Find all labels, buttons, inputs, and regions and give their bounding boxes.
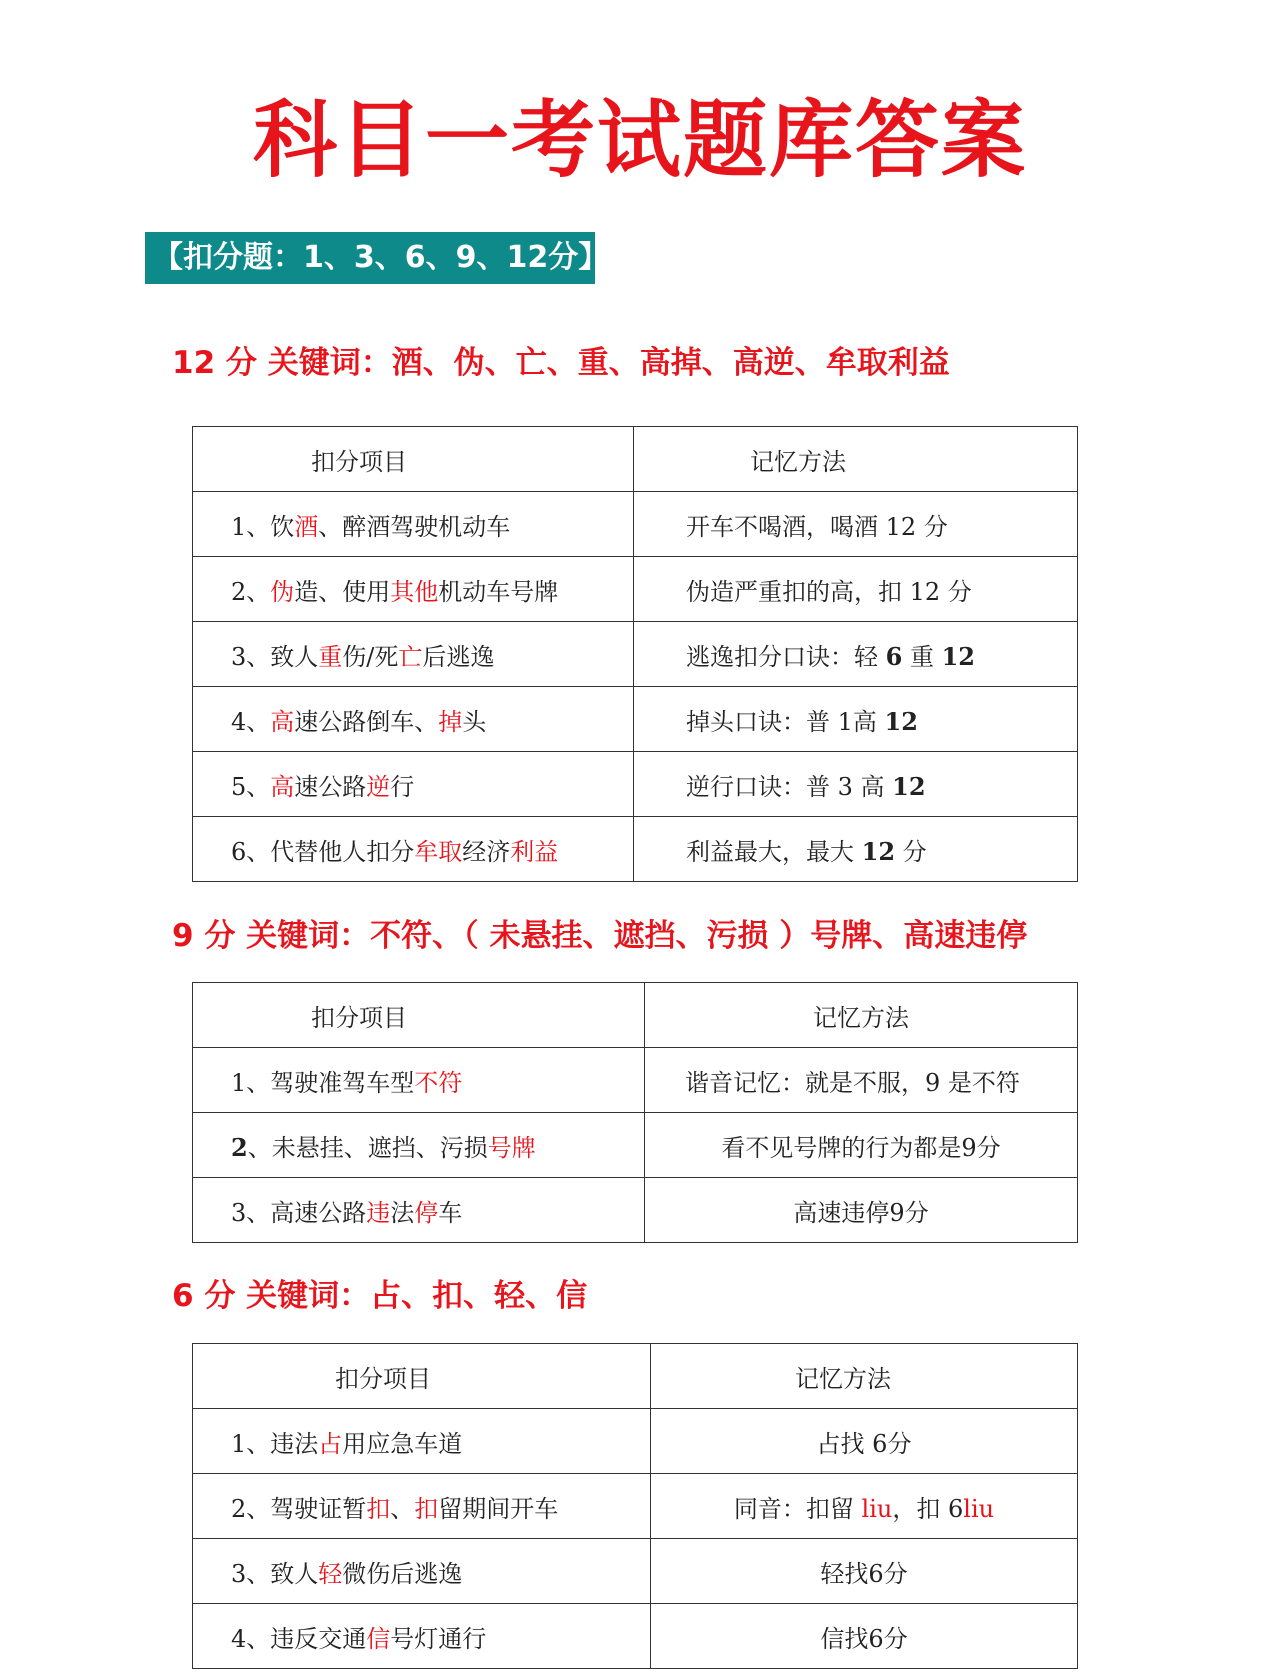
text-segment: 2、 xyxy=(231,577,271,606)
text-segment: 、 xyxy=(390,1494,415,1523)
table-row xyxy=(193,557,1078,622)
keyword-highlight: 利益 xyxy=(510,837,559,866)
table-9-points xyxy=(192,982,1078,1243)
memory-method xyxy=(651,1474,1078,1539)
page-title: 科目一考试题库答案 xyxy=(252,91,1027,189)
memory-method xyxy=(651,1604,1078,1669)
text-segment: 车 xyxy=(438,1198,463,1227)
text-segment: 1、驾驶准驾车型 xyxy=(231,1068,415,1097)
table-header-row xyxy=(193,983,1078,1048)
text-segment: 微伤后逃逸 xyxy=(342,1559,463,1588)
section-heading-12: 12 分 关键词：酒、伪、亡、重、高掉、高逆、牟取利益 xyxy=(172,345,950,381)
text-segment: 行 xyxy=(390,772,415,801)
section-heading-6: 6 分 关键词：占、扣、轻、信 xyxy=(172,1278,588,1314)
memory-method xyxy=(634,557,1078,622)
text-segment: 高速违停9分 xyxy=(793,1198,929,1227)
memory-method xyxy=(634,622,1078,687)
bold-number: 12 xyxy=(892,771,926,801)
text-segment: 头 xyxy=(462,707,487,736)
text-segment: 用应急车道 xyxy=(342,1429,463,1458)
keyword-highlight: 扣 xyxy=(366,1494,391,1523)
keyword-highlight: 重 xyxy=(318,642,343,671)
keyword-highlight: 其他 xyxy=(390,577,439,606)
deduction-item xyxy=(193,1048,645,1113)
text-segment: 1、饮 xyxy=(231,512,295,541)
text-segment: 经济 xyxy=(462,837,511,866)
text-segment: 重 xyxy=(902,642,942,671)
section-heading-9: 9 分 关键词：不符、（ 未悬挂、遮挡、污损 ）号牌、高速违停 xyxy=(172,918,1028,954)
text-segment: 3、致人 xyxy=(231,642,319,671)
text-segment: 信找6分 xyxy=(820,1624,908,1653)
table-row xyxy=(193,1474,1078,1539)
deduction-item xyxy=(193,492,634,557)
text-segment: 速公路倒车、 xyxy=(294,707,439,736)
deduction-item xyxy=(193,1539,651,1604)
keyword-highlight: 轻 xyxy=(318,1559,343,1588)
deduction-item xyxy=(193,1409,651,1474)
text-segment: 逃逸扣分口诀：轻 xyxy=(686,642,886,671)
deduction-item xyxy=(193,1604,651,1669)
keyword-highlight: 高 xyxy=(270,772,295,801)
text-segment: 后逃逸 xyxy=(422,642,495,671)
deduction-item xyxy=(193,752,634,817)
text-segment: 留期间开车 xyxy=(438,1494,559,1523)
memory-method xyxy=(651,1539,1078,1604)
table-row xyxy=(193,687,1078,752)
table-row xyxy=(193,492,1078,557)
table-row xyxy=(193,622,1078,687)
keyword-highlight: liu xyxy=(963,1494,995,1523)
table-row xyxy=(193,817,1078,882)
text-segment: 3、高速公路 xyxy=(231,1198,367,1227)
text-segment: 开车不喝酒，喝酒 12 分 xyxy=(686,512,948,541)
deduction-item xyxy=(193,1178,645,1243)
column-header-method: 记忆方法 xyxy=(634,427,1078,492)
text-segment: 逆行口诀：普 3 高 xyxy=(686,772,893,801)
table-header-row xyxy=(193,1344,1078,1409)
keyword-highlight: 号牌 xyxy=(487,1133,536,1162)
memory-method xyxy=(645,1048,1078,1113)
memory-method xyxy=(645,1178,1078,1243)
memory-method xyxy=(634,492,1078,557)
text-segment: 分 xyxy=(895,837,927,866)
text-segment: 、醉酒驾驶机动车 xyxy=(318,512,511,541)
memory-method xyxy=(651,1409,1078,1474)
keyword-highlight: 不符 xyxy=(414,1068,463,1097)
text-segment: 利益最大，最大 xyxy=(686,837,862,866)
column-header-item: 扣分项目 xyxy=(193,983,645,1048)
text-segment: 4、违反交通 xyxy=(231,1624,367,1653)
text-segment: 5、 xyxy=(231,772,271,801)
text-segment: 2、驾驶证暂 xyxy=(231,1494,367,1523)
keyword-highlight: 停 xyxy=(414,1198,439,1227)
table-6-points xyxy=(192,1343,1078,1669)
text-segment: 伪造严重扣的高，扣 12 分 xyxy=(686,577,972,606)
table-row xyxy=(193,1539,1078,1604)
text-segment: 、未悬挂、遮挡、污损 xyxy=(247,1133,488,1162)
text-segment: 伤/死 xyxy=(342,642,399,671)
text-segment: 看不见号牌的行为都是9分 xyxy=(721,1133,1001,1162)
deduction-item xyxy=(193,557,634,622)
text-segment: 4、 xyxy=(231,707,271,736)
text-segment: 造、使用 xyxy=(294,577,391,606)
deduction-item xyxy=(193,817,634,882)
bold-number: 12 xyxy=(941,641,976,671)
column-header-method: 记忆方法 xyxy=(651,1344,1078,1409)
column-header-method: 记忆方法 xyxy=(645,983,1078,1048)
memory-method xyxy=(634,752,1078,817)
bold-number: 2 xyxy=(231,1132,248,1162)
table-12-points xyxy=(192,426,1078,882)
text-segment: 法 xyxy=(390,1198,415,1227)
text-segment: 号灯通行 xyxy=(390,1624,487,1653)
text-segment: 机动车号牌 xyxy=(438,577,559,606)
keyword-highlight: 占 xyxy=(318,1429,343,1458)
text-segment: 轻找6分 xyxy=(820,1559,908,1588)
deduction-item xyxy=(193,1474,651,1539)
keyword-highlight: 亡 xyxy=(398,642,423,671)
keyword-highlight: 信 xyxy=(366,1624,391,1653)
text-segment: 掉头口诀：普 1高 xyxy=(686,707,885,736)
keyword-highlight: liu xyxy=(861,1494,893,1523)
keyword-highlight: 牟取 xyxy=(414,837,463,866)
text-segment: 谐音记忆：就是不服，9 是不符 xyxy=(685,1068,1020,1097)
text-segment: 占找 6分 xyxy=(816,1429,912,1458)
column-header-item: 扣分项目 xyxy=(193,427,634,492)
table-row xyxy=(193,752,1078,817)
keyword-highlight: 扣 xyxy=(414,1494,439,1523)
text-segment: 速公路 xyxy=(294,772,367,801)
memory-method xyxy=(634,687,1078,752)
memory-method xyxy=(634,817,1078,882)
bold-number: 6 xyxy=(885,641,903,671)
table-header-row xyxy=(193,427,1078,492)
table-row xyxy=(193,1113,1078,1178)
deduction-item xyxy=(193,687,634,752)
keyword-highlight: 高 xyxy=(270,707,295,736)
keyword-highlight: 掉 xyxy=(438,707,463,736)
text-segment: 1、违法 xyxy=(231,1429,319,1458)
table-row xyxy=(193,1178,1078,1243)
table-row xyxy=(193,1604,1078,1669)
keyword-highlight: 酒 xyxy=(294,512,319,541)
deduction-item xyxy=(193,1113,645,1178)
keyword-highlight: 伪 xyxy=(270,577,295,606)
table-row xyxy=(193,1048,1078,1113)
bold-number: 12 xyxy=(861,836,896,866)
text-segment: 3、致人 xyxy=(231,1559,319,1588)
keyword-highlight: 违 xyxy=(366,1198,391,1227)
column-header-item: 扣分项目 xyxy=(193,1344,651,1409)
deduction-item xyxy=(193,622,634,687)
keyword-highlight: 逆 xyxy=(366,772,391,801)
text-segment: 同音：扣留 xyxy=(733,1494,862,1523)
table-row xyxy=(193,1409,1078,1474)
memory-method xyxy=(645,1113,1078,1178)
bold-number: 12 xyxy=(884,706,918,736)
text-segment: 6、代替他人扣分 xyxy=(231,837,415,866)
text-segment: ，扣 6 xyxy=(892,1494,964,1523)
deduction-points-tag: 【扣分题：1、3、6、9、12分】 xyxy=(145,232,595,284)
